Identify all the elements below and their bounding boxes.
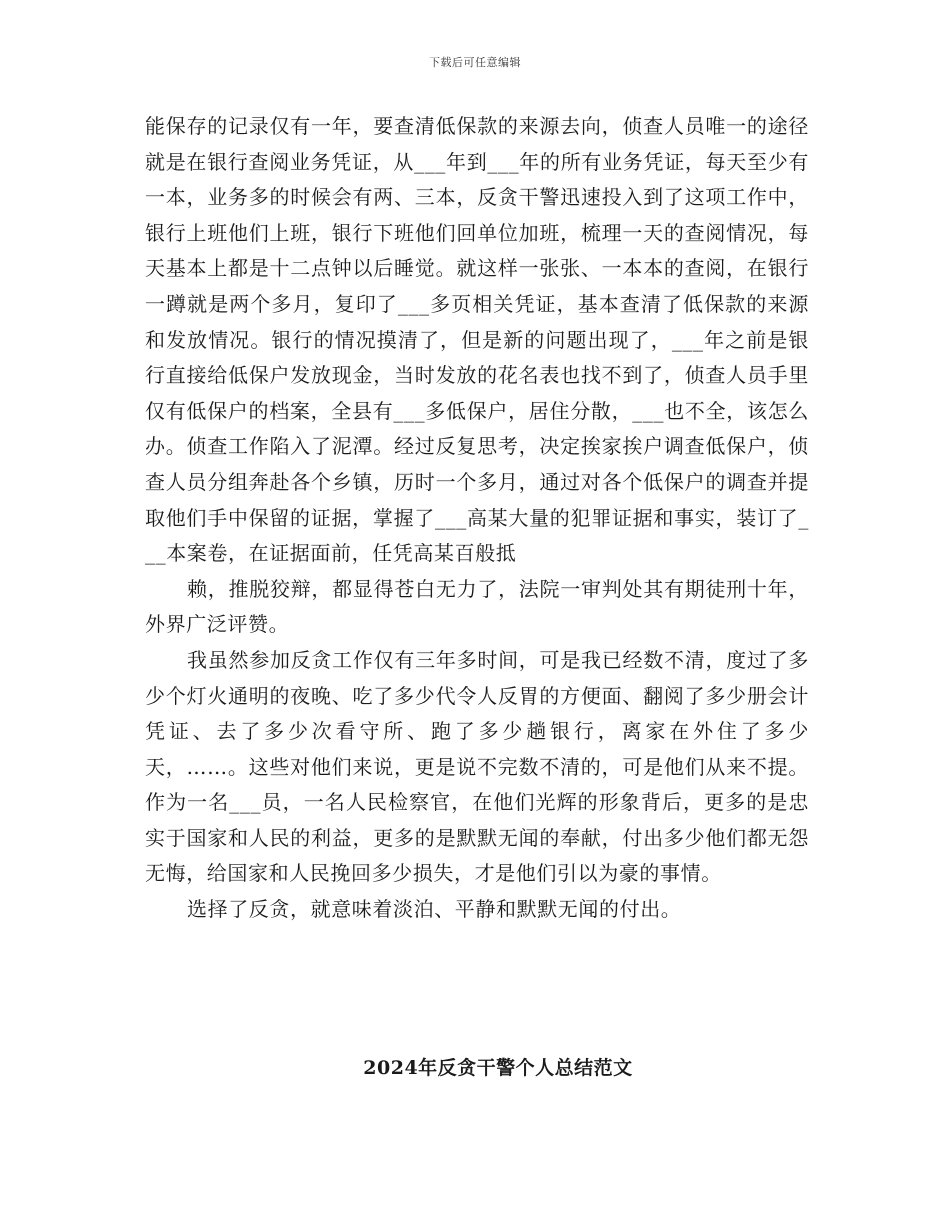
paragraph-3: 我虽然参加反贪工作仅有三年多时间，可是我已经数不清，度过了多少个灯火通明的夜晚、吃了多少代令人反胃的方便面、翻阅了多少册会计凭证、去了多少次看守所、跑了多少趟银行，离家在外住了多少天，……。这些对他们来说，更是说不完数不清的，可是他们从来不提。作为一名___员，一名人民检察官，在他们光辉的形象背后，更多的是忠实于国家和人民的利益，更多的是默默无闻的奉献，付出多少他们都无怨无悔，给国家和人民挽回多少损失，才是他们引以为豪的事情。 [145,647,809,886]
paragraph-1: 能保存的记录仅有一年，要查清低保款的来源去向，侦查人员唯一的途径就是在银行查阅业务凭证，从___年到___年的所有业务凭证，每天至少有一本，业务多的时候会有两、三本，反贪干警迅速投入到了这项工作中，银行上班他们上班，银行下班他们回单位加班，梳理一天的查阅情况，每天基本上都是十二点钟以后睡觉。就这样一张张、一本本的查阅，在银行一蹲就是两个多月，复印了___多页相关凭证，基本查清了低保款的来源和发放情况。银行的情况摸清了，但是新的问题出现了，___年之前是银行直接给低保户发放现金，当时发放的花名表也找不到了，侦查人员手里仅有低保户的档案，全县有___多低保户，居住分散，___也不全，该怎么办。侦查工作陷入了泥潭。经过反复思考，决定挨家挨户调查低保户，侦查人员分组奔赴各个乡镇，历时一个多月，通过对各个低保户的调查并提取他们手中保留的证据，掌握了___高某大量的犯罪证据和事实，装订了___本案卷，在证据面前，任凭高某百般抵 [145,114,809,566]
paragraph-2: 赖，推脱狡辩，都显得苍白无力了，法院一审判处其有期徒刑十年，外界广泛评赞。 [145,576,809,637]
page-header: 下载后可任意编辑 [429,56,521,69]
document-body [145,109,809,928]
paragraph-4: 选择了反贪，就意味着淡泊、平静和默默无闻的付出。 [187,897,682,922]
document-title: 2024年反贪干警个人总结范文 [363,1057,633,1079]
